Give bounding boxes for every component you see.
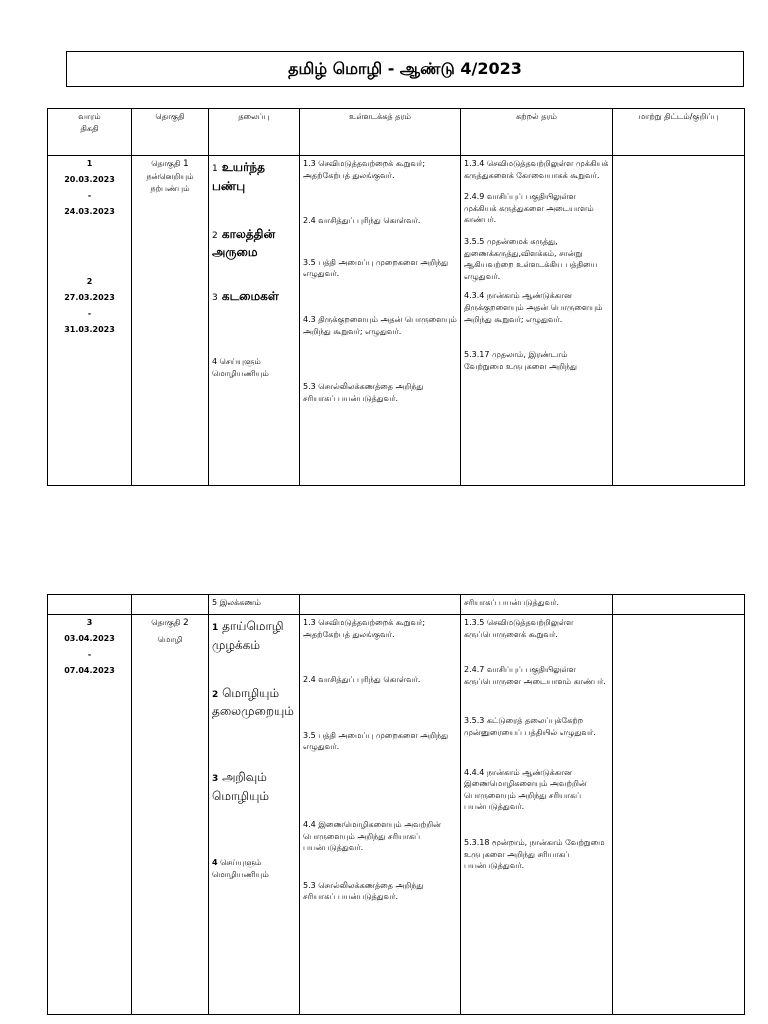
date-dash: -	[87, 191, 92, 200]
learning-standard-item: 2.4.9 வாசிப்புப் பகுதியிலுள்ள முக்கியக் கருத்துகளை அடையாளம் காண்பர்.	[464, 192, 594, 225]
content-standard-item: 1.3 செவிமடுத்தவற்றைக் கூறுவர்; அதற்கேற்பத் துலங்குவர்.	[303, 618, 426, 639]
learning-standard-item: 1.3.4 செவிமடுத்தவற்றிலுள்ள முக்கியக் கருத்துகளைக் கோவையாகக் கூறுவர்.	[464, 159, 609, 180]
content-standard-item: 1.3 செவிமடுத்தவற்றைக் கூறுவர்; அதற்கேற்பத் துலங்குவர்.	[303, 159, 426, 180]
notes-cell	[613, 156, 745, 486]
topic-item: 5 இலக்கணம்	[212, 598, 261, 607]
unit-label: தொகுதி	[151, 618, 181, 627]
topic-cell	[209, 595, 300, 615]
learning-standard-item: 5.3.18 மூன்றாம், நான்காம் வேற்றுமை உருபுகளை அறிந்து சரியாகப் பயன்படுத்துவர்.	[464, 837, 605, 871]
content-standard-cell	[300, 615, 461, 1015]
content-standard-item: 4.3 திருக்குறளையும் அதன் பொருளையும் அறிந்து கூறுவர்; எழுதுவர்.	[303, 314, 457, 336]
header-row	[48, 109, 745, 156]
unit-number: 1	[183, 159, 189, 169]
learning-standard-item: 4.3.4 நான்காம் ஆண்டுக்கான திருக்குறளையும் அதன் பொருளையும் அறிந்து கூறுவர்; எழுதுவர்.	[464, 291, 603, 324]
unit-number: 2	[183, 618, 189, 628]
table-row	[48, 615, 745, 1015]
content-standard-item: 2.4 வாசித்துப் புரிந்து கொள்வர்.	[303, 675, 421, 685]
continuation-row	[48, 595, 745, 615]
date-dash: -	[87, 309, 92, 318]
topic-cell	[209, 615, 300, 1015]
unit-label: தொகுதி	[151, 159, 181, 168]
start-date: 20.03.2023	[64, 175, 115, 184]
week-date-cell	[48, 615, 132, 1015]
learning-standard-item: 3.5.3 கட்டுரைத் தலைப்புக்கேற்ற முன்னுரையைப் பத்தியில் எழுதுவர்.	[464, 716, 596, 737]
notes-cell	[613, 595, 745, 615]
header-week-date: வாரம் திகதி	[48, 109, 132, 156]
topic-item: 1 உயர்ந்த பண்பு	[212, 160, 265, 193]
topic-item: 2 காலத்தின் அருமை	[212, 226, 276, 259]
content-standard-cell	[300, 595, 461, 615]
content-standard-item: 5.3 சொல்லிலக்கணத்தை அறிந்து சரியாகப் பயன்படுத்துவர்.	[303, 382, 424, 403]
date-dash: -	[87, 650, 92, 659]
week-number: 3	[86, 618, 93, 627]
learning-standard-cell	[461, 595, 613, 615]
header-topic: தலைப்பு	[209, 109, 300, 156]
header-content-standard: உள்ளடக்கத் தரம்	[300, 109, 461, 156]
table-row	[48, 156, 745, 486]
content-standard-item: 2.4 வாசித்துப் புரிந்து கொள்வர்.	[303, 216, 421, 226]
content-standard-item: 3.5 பத்தி அமைப்பு முறைகளை அறிந்து எழுதுவர்.	[303, 730, 449, 752]
scheme-table-2	[47, 594, 745, 1015]
learning-standard-item: 3.5.5 முதன்மைக் கருத்து, துணைக்கருத்து,விளக்கம், சான்று ஆகியவற்றை உள்ளடக்கிய பத்தியை எழுதுவர்.	[464, 236, 598, 281]
learning-standard-item: 5.3.17 முதலாம், இரண்டாம் வேற்றுமை உருபுகளை அறிந்து	[464, 350, 577, 371]
week-date-cell	[48, 156, 132, 486]
unit-name: மொழி	[157, 635, 183, 645]
unit-cell	[132, 595, 209, 615]
end-date: 24.03.2023	[64, 207, 115, 216]
learning-standard-cell	[461, 156, 613, 486]
content-standard-item: 4.4 இணைமொழிகளையும் அவற்றின் பொருளையும் அறிந்து சரியாகப் பயன்படுத்துவர்.	[303, 819, 441, 853]
learning-standard-item: 4.4.4 நான்காம் ஆண்டுக்கான இணைமொழிகளையும் அவற்றின் பொருளையும் அறிந்து சரியாகப் பயன்படுத்துவர்.	[464, 767, 587, 812]
unit-cell	[132, 615, 209, 1015]
end-date: 31.03.2023	[64, 325, 115, 334]
topic-item: 1 தாய்மொழி முழக்கம்	[212, 619, 284, 652]
title-text: தமிழ் மொழி - ஆண்டு 4/2023	[288, 58, 522, 78]
week-number: 2	[86, 277, 93, 286]
topic-item: 3 அறிவும் மொழியும்	[212, 770, 270, 803]
end-date: 07.04.2023	[64, 666, 115, 675]
unit-cell	[132, 156, 209, 486]
learning-standard-item: 2.4.7 வாசிப்புப் பகுதியிலுள்ள கருப்பொருளை அடையாளம் காண்பர்.	[464, 665, 606, 686]
topic-item: 4 செய்யுளும் மொழியணியும்	[212, 857, 269, 880]
topic-item: 3 கடமைகள்	[212, 289, 279, 303]
week-number: 1	[86, 159, 93, 168]
topic-item: 4 செய்யுளும் மொழியணியும்	[212, 356, 269, 379]
content-standard-item: 3.5 பத்தி அமைப்பு முறைகளை அறிந்து எழுதுவர்.	[303, 257, 449, 279]
header-learning-standard: கற்றல் தரம்	[461, 109, 613, 156]
week-date-cell	[48, 595, 132, 615]
scheme-table-1	[47, 108, 745, 486]
header-unit: தொகுதி	[132, 109, 209, 156]
content-standard-cell	[300, 156, 461, 486]
start-date: 27.03.2023	[64, 293, 115, 302]
unit-name: நன்னெறியும் நற்பண்பும்	[146, 172, 194, 193]
learning-standard-item: சரியாகப் பயன்படுத்துவர்.	[464, 598, 560, 607]
topic-item: 2 மொழியும் தலைமுறையும்	[212, 685, 294, 718]
content-standard-item: 5.3 சொல்லிலக்கணத்தை அறிந்து சரியாகப் பயன்படுத்துவர்.	[303, 880, 424, 902]
header-notes: மாற்று திட்டம்/குறிப்பு	[613, 109, 745, 156]
learning-standard-item: 1.3.5 செவிமடுத்தவற்றிலுள்ள கருப்பொருளைக் கூறுவர்.	[464, 618, 574, 639]
learning-standard-cell	[461, 615, 613, 1015]
page-title	[66, 51, 744, 87]
topic-cell	[209, 156, 300, 486]
notes-cell	[613, 615, 745, 1015]
start-date: 03.04.2023	[64, 634, 115, 643]
